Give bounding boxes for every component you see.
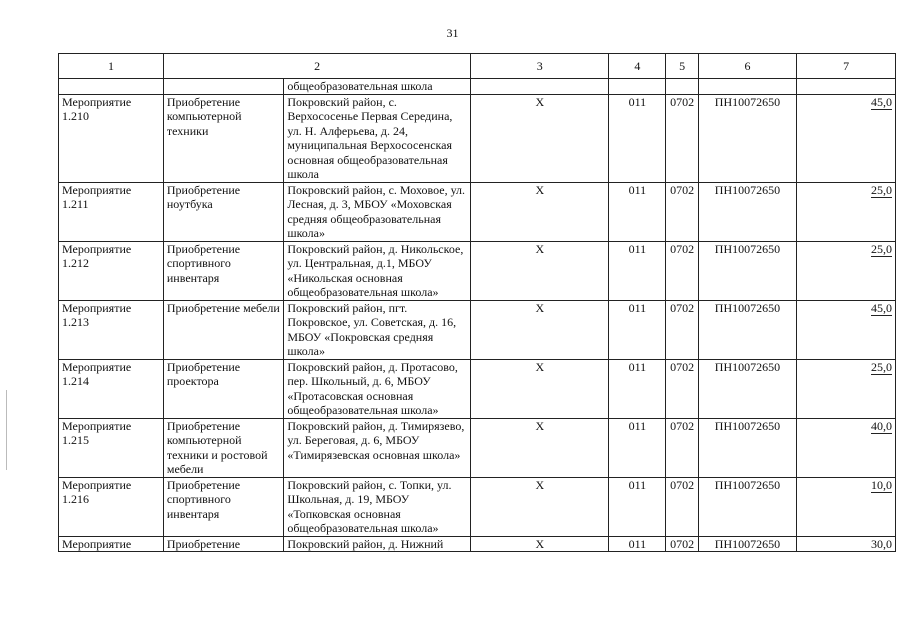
table-row (59, 300, 896, 359)
cell-col4 (609, 79, 666, 95)
cell-name: Приобретение компьютерной техники и ростовой мебели (163, 418, 283, 477)
cell-col4: 011 (609, 241, 666, 300)
cell-name: Приобретение спортивного инвентаря (163, 241, 283, 300)
cell-col7 (797, 418, 896, 477)
cell-col6: ПН10072650 (698, 241, 797, 300)
header-col-1: 1 (59, 54, 164, 79)
cell-col3: Х (471, 359, 609, 418)
table-row (59, 359, 896, 418)
cell-col7 (797, 182, 896, 241)
cell-col3 (471, 79, 609, 95)
header-col-2: 2 (163, 54, 470, 79)
cell-col5: 0702 (666, 94, 698, 182)
amount-value: 10,0 (871, 477, 892, 492)
cell-id: Мероприятие 1.214 (59, 359, 164, 418)
cell-id: Мероприятие 1.211 (59, 182, 164, 241)
cell-col4: 011 (609, 359, 666, 418)
cell-col6 (698, 79, 797, 95)
header-col-3: 3 (471, 54, 609, 79)
header-col-6: 6 (698, 54, 797, 79)
cell-col7 (797, 477, 896, 536)
cell-col7 (797, 241, 896, 300)
cell-id (59, 79, 164, 95)
cell-address: Покровский район, д. Протасово, пер. Школьный, д. 6, МБОУ «Протасовская основная общеобразовательная школа» (284, 359, 471, 418)
cell-address: Покровский район, пгт. Покровское, ул. Советская, д. 16, МБОУ «Покровская средняя школа» (284, 300, 471, 359)
cell-id: Мероприятие 1.216 (59, 477, 164, 536)
cell-col3: Х (471, 182, 609, 241)
scan-artifact-line (6, 390, 7, 470)
cell-id: Мероприятие (59, 536, 164, 552)
cell-col6: ПН10072650 (698, 94, 797, 182)
cell-col3: Х (471, 300, 609, 359)
cell-col7 (797, 79, 896, 95)
cell-col4: 011 (609, 182, 666, 241)
cell-id: Мероприятие 1.215 (59, 418, 164, 477)
cell-name: Приобретение (163, 536, 283, 552)
cell-col5: 0702 (666, 477, 698, 536)
table-row (59, 182, 896, 241)
cell-col4: 011 (609, 94, 666, 182)
cell-col4: 011 (609, 477, 666, 536)
cell-name: Приобретение спортивного инвентаря (163, 477, 283, 536)
cell-col7 (797, 359, 896, 418)
cell-id: Мероприятие 1.213 (59, 300, 164, 359)
cell-col5: 0702 (666, 418, 698, 477)
cell-col7 (797, 536, 896, 552)
cell-id: Мероприятие 1.210 (59, 94, 164, 182)
table-body (59, 79, 896, 552)
header-col-4: 4 (609, 54, 666, 79)
amount-value: 25,0 (871, 359, 892, 374)
cell-col3: Х (471, 418, 609, 477)
cell-address: Покровский район, д. Тимирязево, ул. Береговая, д. 6, МБОУ «Тимирязевская основная школа» (284, 418, 471, 477)
amount-value: 45,0 (871, 300, 892, 315)
table-row (59, 241, 896, 300)
cell-col4: 011 (609, 536, 666, 552)
cell-address: Покровский район, с. Верхососенье Первая Середина, ул. Н. Алферьева, д. 24, муниципальная Верхососенская основная общеобразовательная школа (284, 94, 471, 182)
cell-address: Покровский район, с. Топки, ул. Школьная, д. 19, МБОУ «Топковская основная общеобразовательная школа» (284, 477, 471, 536)
amount-value: 45,0 (871, 94, 892, 109)
cell-col7 (797, 300, 896, 359)
continuation-row (59, 79, 896, 95)
amount-value: 30,0 (871, 536, 892, 551)
cell-col4: 011 (609, 300, 666, 359)
cell-col6: ПН10072650 (698, 418, 797, 477)
cell-name: Приобретение компьютерной техники (163, 94, 283, 182)
cell-col6: ПН10072650 (698, 536, 797, 552)
cell-name: Приобретение ноутбука (163, 182, 283, 241)
table-row (59, 94, 896, 182)
cell-col5: 0702 (666, 300, 698, 359)
cell-col7 (797, 94, 896, 182)
cell-col5: 0702 (666, 241, 698, 300)
cell-col5: 0702 (666, 359, 698, 418)
cell-address: Покровский район, д. Нижний (284, 536, 471, 552)
cell-name: Приобретение проектора (163, 359, 283, 418)
amount-value: 25,0 (871, 182, 892, 197)
amount-value: 25,0 (871, 241, 892, 256)
table-row (59, 536, 896, 552)
cell-address: Покровский район, д. Никольское, ул. Центральная, д.1, МБОУ «Никольская основная общеобразовательная школа» (284, 241, 471, 300)
cell-col3: Х (471, 536, 609, 552)
page-number: 31 (446, 26, 459, 40)
cell-col6: ПН10072650 (698, 359, 797, 418)
table-row (59, 418, 896, 477)
table-header-row (59, 54, 896, 79)
cell-col3: Х (471, 241, 609, 300)
header-col-5: 5 (666, 54, 698, 79)
cell-col3: Х (471, 477, 609, 536)
cell-col5: 0702 (666, 182, 698, 241)
table-row (59, 477, 896, 536)
cell-col6: ПН10072650 (698, 182, 797, 241)
cell-name: Приобретение мебели (163, 300, 283, 359)
cell-col3: Х (471, 94, 609, 182)
cell-col4: 011 (609, 418, 666, 477)
cell-address: общеобразовательная школа (284, 79, 471, 95)
cell-col6: ПН10072650 (698, 477, 797, 536)
cell-address: Покровский район, с. Моховое, ул. Лесная, д. 3, МБОУ «Моховская средняя общеобразовательная школа» (284, 182, 471, 241)
cell-id: Мероприятие 1.212 (59, 241, 164, 300)
cell-col6: ПН10072650 (698, 300, 797, 359)
cell-col5: 0702 (666, 536, 698, 552)
budget-table (58, 53, 896, 552)
cell-col5 (666, 79, 698, 95)
header-col-7: 7 (797, 54, 896, 79)
amount-value: 40,0 (871, 418, 892, 433)
cell-name (163, 79, 283, 95)
